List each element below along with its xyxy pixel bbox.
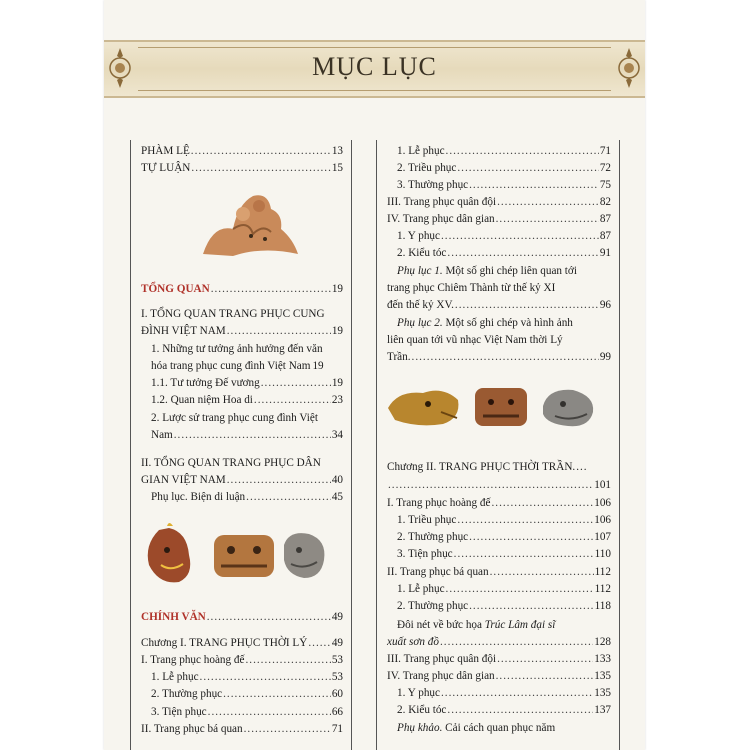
toc-entry[interactable]: 2. Thường phục ..... 107 <box>397 530 611 545</box>
toc-entry[interactable]: 3. Tiện phục ..... 110 <box>397 547 611 562</box>
toc-entry[interactable]: Trần. ..... 99 <box>387 350 611 365</box>
toc-entry[interactable]: III. Trang phục quân đội ..... 133 <box>387 652 611 667</box>
toc-entry-text: Phụ lục 2. Một số ghi chép và hình ảnh <box>397 317 573 329</box>
toc-entry[interactable]: 2. Triều phục ..... 72 <box>397 161 611 176</box>
dragon-heads-image <box>139 520 329 590</box>
toc-entry[interactable]: II. Trang phục bá quan ..... 112 <box>387 565 611 580</box>
toc-entry[interactable]: Nam ..... 34 <box>151 428 343 443</box>
toc-entry-text: trang phục Chiêm Thành từ thế kỷ XI <box>387 282 556 294</box>
toc-entry[interactable]: GIAN VIỆT NAM ..... 40 <box>141 473 343 488</box>
toc-entry[interactable]: II. Trang phục bá quan ..... 71 <box>141 722 343 737</box>
toc-entry-text: Đôi nét về bức họa Trúc Lâm đại sĩ <box>397 619 556 631</box>
toc-entry[interactable]: IV. Trang phục dân gian ..... 135 <box>387 669 611 684</box>
toc-entry[interactable]: 2. Thường phục ..... 60 <box>151 687 343 702</box>
toc-entry[interactable]: 1. Lễ phục ..... 71 <box>397 144 611 159</box>
toc-entry[interactable]: 1. Lễ phục ..... 112 <box>397 582 611 597</box>
toc-entry-text: Phụ lục 1. Một số ghi chép liên quan tới <box>397 265 577 277</box>
toc-entry[interactable]: IV. Trang phục dân gian ..... 87 <box>387 212 611 227</box>
toc-entry[interactable]: ..... 101 <box>387 478 611 493</box>
toc-entry-text: liên quan tới vũ nhạc Việt Nam thời Lý <box>387 334 563 346</box>
ornament-right-icon <box>617 46 641 90</box>
toc-entry[interactable]: 2. Thường phục ..... 118 <box>397 599 611 614</box>
toc-entry[interactable]: hóa trang phục cung đình Việt Nam 19 <box>151 360 324 372</box>
toc-entry-text: Phụ khảo. Cải cách quan phục năm <box>397 722 556 734</box>
toc-entry[interactable]: 1. Y phục ..... 135 <box>397 686 611 701</box>
toc-entry[interactable]: 1.1. Tư tưởng Đế vương ..... 19 <box>151 376 343 391</box>
toc-entry[interactable]: Phụ lục. Biện di luận ..... 45 <box>151 490 343 505</box>
toc-entry[interactable]: đến thế kỷ XV. ..... 96 <box>387 298 611 313</box>
toc-entry[interactable]: 2. Kiểu tóc ..... 137 <box>397 703 611 718</box>
toc-entry[interactable]: TỔNG QUAN ..... 19 <box>141 282 343 297</box>
toc-entry[interactable]: PHÀM LỆ ..... 13 <box>141 144 343 159</box>
toc-entry[interactable]: TỰ LUẬN ..... 15 <box>141 161 343 176</box>
toc-entry[interactable]: 1. Y phục ..... 87 <box>397 229 611 244</box>
book-page <box>104 0 645 750</box>
toc-entry[interactable]: III. Trang phục quân đội ..... 82 <box>387 195 611 210</box>
title-banner <box>104 40 645 98</box>
dragon-heads-image <box>383 378 603 433</box>
toc-entry-text: Chương II. TRANG PHỤC THỜI TRẦN.... <box>387 461 588 473</box>
toc-entry[interactable]: xuất sơn đồ ..... 128 <box>387 635 611 650</box>
page-title: MỤC LỤC <box>312 52 437 81</box>
toc-entry[interactable]: 3. Tiện phục ..... 66 <box>151 705 343 720</box>
toc-entry[interactable]: 1.2. Quan niệm Hoa di ..... 23 <box>151 393 343 408</box>
toc-entry[interactable]: I. Trang phục hoàng đế ..... 53 <box>141 653 343 668</box>
ceramic-artifact-image <box>193 184 303 264</box>
toc-entry[interactable]: 1. Triều phục ..... 106 <box>397 513 611 528</box>
toc-entry[interactable]: CHÍNH VĂN ..... 49 <box>141 610 343 625</box>
toc-entry[interactable]: 3. Thường phục ..... 75 <box>397 178 611 193</box>
toc-entry-text: 2. Lược sử trang phục cung đình Việt <box>151 412 318 424</box>
toc-entry[interactable]: ĐÌNH VIỆT NAM ..... 19 <box>141 324 343 339</box>
toc-entry[interactable]: 2. Kiểu tóc ..... 91 <box>397 246 611 261</box>
toc-left-column <box>130 140 352 750</box>
toc-entry[interactable]: Chương I. TRANG PHỤC THỜI LÝ ..... 49 <box>141 636 343 651</box>
toc-entry-text: I. TỔNG QUAN TRANG PHỤC CUNG <box>141 308 325 320</box>
toc-entry-text: II. TỔNG QUAN TRANG PHỤC DÂN <box>141 457 321 469</box>
toc-entry-text: 1. Những tư tưởng ảnh hưởng đến văn <box>151 343 323 355</box>
toc-entry[interactable]: I. Trang phục hoàng đế ..... 106 <box>387 496 611 511</box>
toc-right-column <box>376 140 620 750</box>
toc-entry[interactable]: 1. Lễ phục ..... 53 <box>151 670 343 685</box>
